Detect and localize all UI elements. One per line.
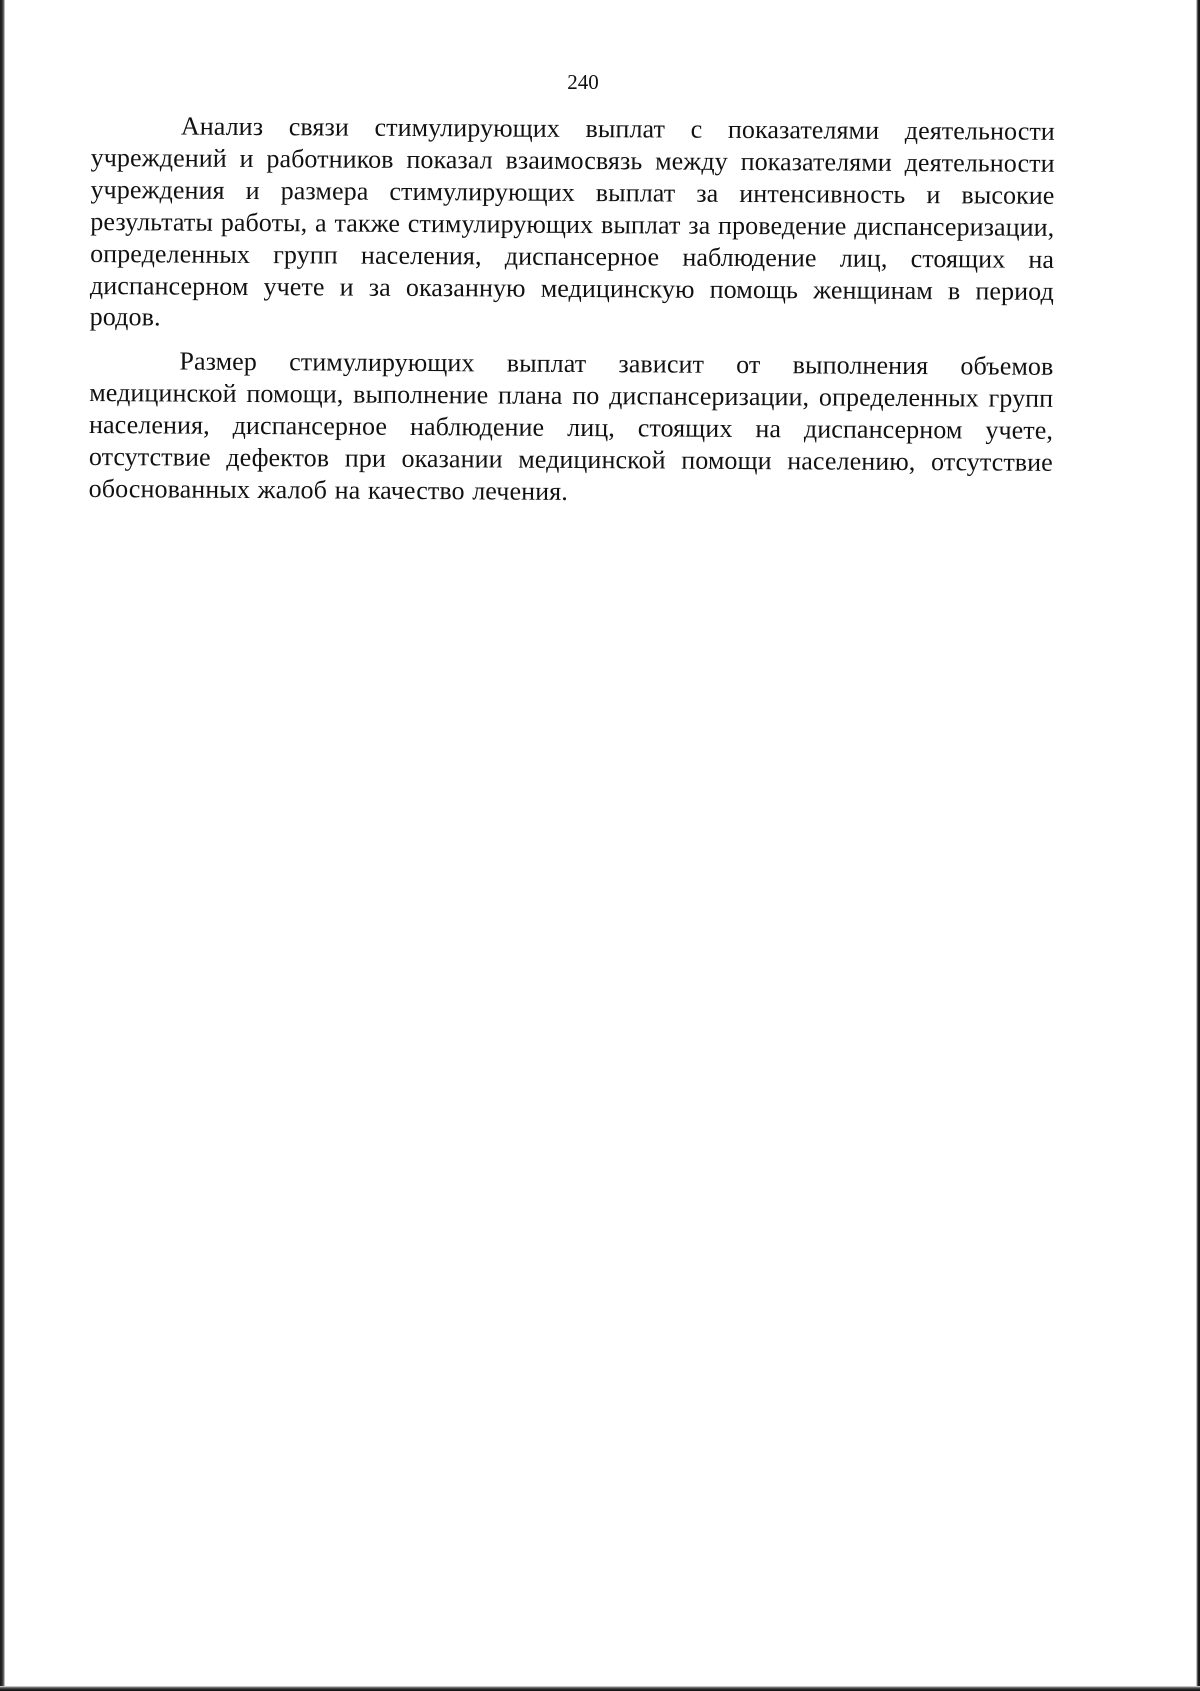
paragraph-2: Размер стимулирующих выплат зависит от выполнения объемов медицинской помощи, выполнение плана по диспансеризации, определенных групп населения, диспансерное наблюдение лиц, стоящих на диспансерном учете, отсутствие дефектов при оказании медицинской помощи населению, отсутствие обоснованных жалоб на качество лечения. xyxy=(88,346,1054,506)
paragraph-1: Анализ связи стимулирующих выплат с показателями деятельности учреждений и работников показал взаимосвязь между показателями деятельности учреждения и размера стимулирующих выплат за интенсивность и высокие результаты работы, а также стимулирующих выплат за проведение диспансеризации, определенных групп населения, диспансерное наблюдение лиц, стоящих на диспансерном учете и за оказанную медицинскую помощь женщинам в период родов. xyxy=(89,111,1055,332)
scan-edge-bottom xyxy=(0,1686,1200,1691)
page-number: 240 xyxy=(567,70,599,94)
scan-edge-left xyxy=(0,0,5,1691)
document-body xyxy=(89,110,1055,523)
scan-edge-right xyxy=(1196,0,1200,1691)
